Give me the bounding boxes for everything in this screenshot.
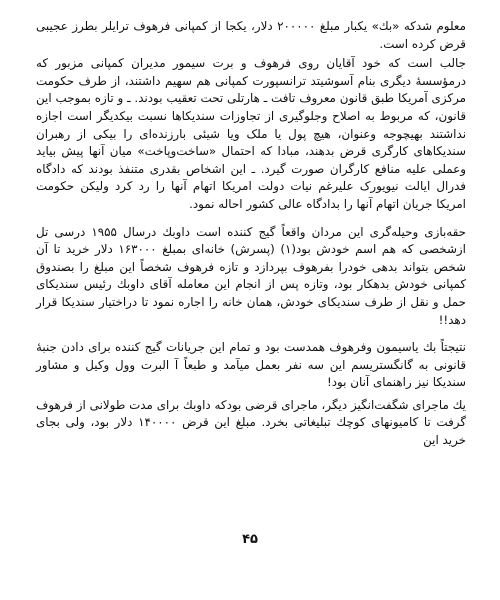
page-number: ۴۵ xyxy=(242,532,258,547)
paragraph-5: یك ماجرای شگفت‌انگیز دیگر، ماجرای قرضی بودکه داوبك برای مدت طولانی از فرهوف گرفت تا کامیونهای کوچك تبلیغاتی بخرد. مبلغ این قرض ۱۴۰۰۰۰ دلار بود، ولی بجای خرید این xyxy=(36,397,466,448)
paragraph-3: حقه‌بازی وحیله‌گری این مردان واقعاً گیج کننده است داوبك درسال ۱۹۵۵ درسی تل ازشخصی که هم اسم خودش بود(۱) (پسرش) خانه‌ای بمبلغ ۱۶۳۰۰۰ دلار خرید تا آن شخص بتواند بدهی خودرا بفرهوف بپردازد و تازه فرهوف شخصاً این مبلغ را بصندوق کمپانی خودش بدهکار بود، وتازه پس از انجام این معامله آقای داوبك رئیس سندیکای حمل و نقل از طرف سندیکای خودش، همان خانه را اجاره نمود تا دراختیار سندیکا قرار دهد!! xyxy=(36,224,466,327)
paragraph-2: جالب است که خود آقایان روی فرهوف و برت سیمور مدیران کمپانی مزبور که درمؤسسهٔ دیگری بنام آسوشیتد ترانسپورت کمپانی هم سهیم داشتند، از طرف حکومت مرکزی آمریکا طبق قانون معروف تافت ـ هارتلی تحت تعقیب بودند. ـ و تازه بموجب این قانون، که مربوط به اصلاح وجلوگیری از تجاوزات سندیکاها نسبت بیکدیگر است اجازه نداشتند بهیچوجه وعنوان، هیچ پول یا ملک ویا شیئی بارزنده‌ای را بیکی از رهبران سندیکاهای کارگری قرض بدهند، مبادا که احتمال «ساخت‌وپاخت» میان آنها پیش بیاید وعملی علیه منافع کارگران صورت گیرد. ـ این اشخاص بقدری متنفذ بودند که دادگاه فدرال ایالت نیویورک علیرغم نیات دولت امریکا اتهام آنها را رد کرد ولیکن حکومت امریکا جریان اتهام آنها را بدادگاه عالی کشور احاله نمود. xyxy=(36,56,466,211)
paragraph-1: معلوم شدکه «بك» یکبار مبلغ ۲۰۰۰۰۰ دلار، یکجا از کمپانی فرهوف ترایلر بطرز عجیبی قرض کرده است. xyxy=(36,19,466,51)
paragraph-4: نتیجتاً بك یاسیمون وفرهوف همدست بود و تمام این جریانات گیج کننده برای دادن جنبهٔ قانونی به گانگستریسم این سه نفر بعمل میآمد و طبعاً آ البرت وول وکیل و مشاور سندیکا نیز راهنمای آنان بود! xyxy=(36,340,466,390)
